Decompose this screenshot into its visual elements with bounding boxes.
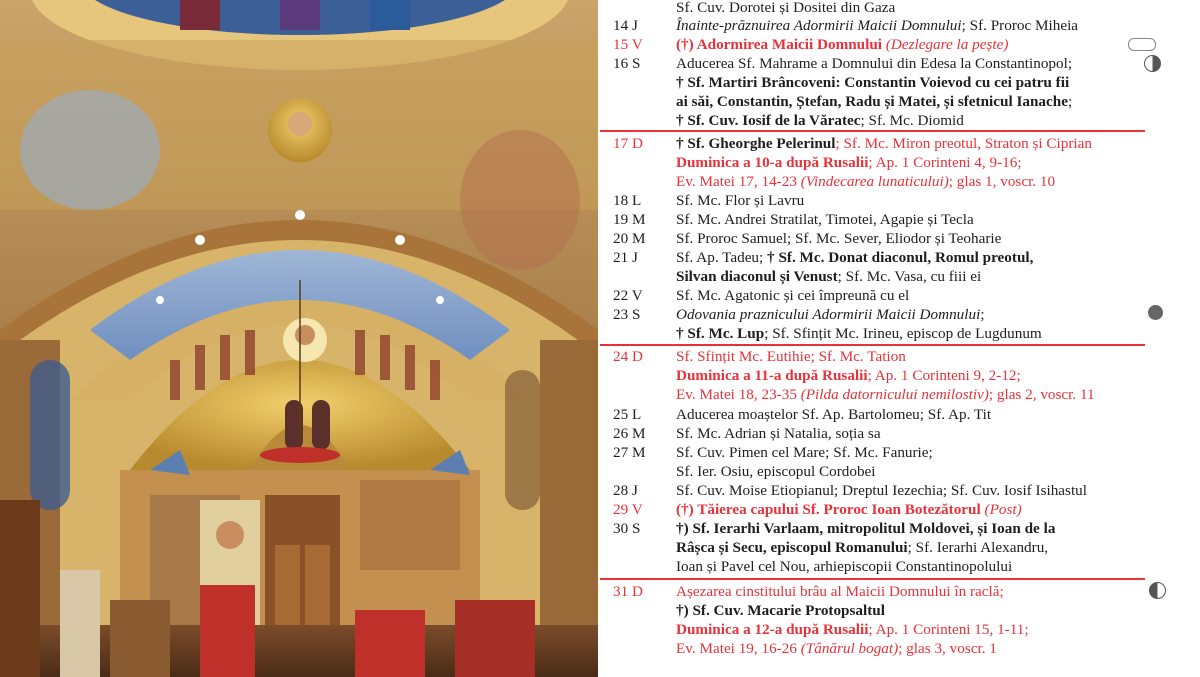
- feast-text-segment: † Sf. Martiri Brâncoveni: Constantin Voievod cu cei patru fii: [676, 74, 1070, 91]
- feast-text-segment: † Sf. Gheorghe Pelerinul: [676, 135, 836, 152]
- feast-text-segment: ; Sf. Proroc Miheia: [961, 17, 1079, 34]
- day-label: 26 M: [613, 425, 646, 442]
- calendar-line: [600, 443, 1200, 462]
- feast-text-segment: Sf. Ier. Osiu, episcopul Cordobei: [676, 463, 876, 480]
- full-moon-icon: [1128, 38, 1156, 51]
- calendar-page: [600, 0, 1200, 677]
- feast-text: [676, 0, 895, 17]
- last-quarter-icon: [1144, 55, 1161, 72]
- feast-text-segment: Sf. Mc. Adrian și Natalia, soția sa: [676, 425, 881, 442]
- calendar-line: [600, 16, 1200, 35]
- feast-text: [676, 557, 1012, 576]
- feast-text-segment: Aducerea moaștelor Sf. Ap. Bartolomeu; Sf. Ap. Tit: [676, 406, 992, 423]
- calendar-line: [600, 172, 1200, 191]
- feast-text-segment: Duminica a 10-a după Rusalii: [676, 154, 869, 171]
- calendar-line: [600, 73, 1200, 92]
- calendar-line: [600, 210, 1200, 229]
- calendar-line: [600, 191, 1200, 210]
- day-label: 19 M: [613, 211, 646, 228]
- feast-text-segment: (Tânărul bogat): [800, 640, 899, 657]
- day-label: 29 V: [613, 501, 643, 518]
- feast-text: [676, 134, 1092, 153]
- day-label: 27 M: [613, 444, 646, 461]
- week-separator: [600, 130, 1145, 132]
- feast-text-segment: (†) Tăierea capului Sf. Proroc Ioan Botezătorul: [676, 501, 981, 518]
- calendar-line: [600, 639, 1200, 658]
- calendar-line: [600, 620, 1200, 639]
- feast-text-segment: Ev. Matei 18, 23-35: [676, 386, 801, 403]
- feast-text: [676, 153, 1022, 172]
- calendar-line: [600, 92, 1200, 111]
- day-label: 30 S: [613, 520, 641, 537]
- feast-text-segment: ; Sf. Sfințit Mc. Irineu, episcop de Lugdunum: [764, 325, 1042, 342]
- feast-text-segment: Sf. Mc. Agatonic și cei împreună cu el: [676, 287, 910, 304]
- week-separator: [600, 344, 1145, 346]
- feast-text-segment: ; Ap. 1 Corinteni 15, 1-11;: [868, 621, 1029, 638]
- feast-text-segment: Sf. Ap. Tadeu;: [676, 249, 768, 266]
- feast-text-segment: ; Sf. Ierarhi Alexandru,: [907, 539, 1049, 556]
- day-label: 16 S: [613, 55, 641, 72]
- feast-text-segment: Duminica a 12-a după Rusalii: [676, 621, 869, 638]
- feast-text: [676, 229, 1001, 248]
- feast-text-segment: † Sf. Mc. Lup: [676, 325, 765, 342]
- feast-text: [676, 347, 906, 366]
- feast-text-segment: Sf. Mc. Andrei Stratilat, Timotei, Agapie și Tecla: [676, 211, 974, 228]
- feast-text-segment: ; Sf. Mc. Vasa, cu fiii ei: [837, 268, 982, 285]
- calendar-line: [600, 305, 1200, 324]
- feast-text-segment: Așezarea cinstitului brâu al Maicii Domnului în raclă;: [676, 583, 1004, 600]
- feast-text: [676, 500, 1022, 519]
- day-label: 25 L: [613, 406, 642, 423]
- feast-text: [676, 620, 1029, 639]
- calendar-line: [600, 582, 1200, 601]
- calendar-line: [600, 35, 1200, 54]
- day-label: 22 V: [613, 287, 643, 304]
- calendar-line: [600, 153, 1200, 172]
- calendar-line: [600, 481, 1200, 500]
- feast-text-segment: Sf. Cuv. Pimen cel Mare; Sf. Mc. Fanurie;: [676, 444, 933, 461]
- feast-text-segment: Ioan și Pavel cel Nou, arhiepiscopii Constantinopolului: [676, 558, 1013, 575]
- feast-text-segment: ; glas 2, voscr. 11: [988, 386, 1095, 403]
- feast-text: [676, 172, 1055, 191]
- calendar-line: [600, 54, 1200, 73]
- feast-text-segment: Sf. Sfințit Mc. Eutihie; Sf. Mc. Tation: [676, 348, 906, 365]
- calendar-line: [600, 424, 1200, 443]
- feast-text-segment: Înainte-prăznuirea Adormirii Maicii Domnului: [676, 17, 962, 34]
- feast-text-segment: Sf. Cuv. Dorotei și Dositei din Gaza: [676, 0, 896, 16]
- feast-text: [676, 92, 1072, 111]
- feast-text: [676, 366, 1021, 385]
- feast-text-segment: ;: [1067, 93, 1073, 110]
- feast-text: [676, 73, 1069, 92]
- feast-text-segment: Sf. Mc. Flor și Lavru: [676, 192, 805, 209]
- church-interior-photo: [0, 0, 598, 677]
- calendar-line: [600, 134, 1200, 153]
- calendar-line: [600, 385, 1200, 404]
- calendar-line: [600, 286, 1200, 305]
- feast-text-segment: (Pilda datornicului nemilostiv): [800, 386, 989, 403]
- feast-text: [676, 16, 1078, 35]
- feast-text: [676, 538, 1048, 557]
- feast-text: [676, 286, 909, 305]
- calendar-line: [600, 366, 1200, 385]
- feast-text-segment: ; glas 1, voscr. 10: [948, 173, 1056, 190]
- day-label: 24 D: [613, 348, 643, 365]
- new-moon-icon: [1148, 305, 1163, 320]
- feast-text-segment: Aducerea Sf. Mahrame a Domnului din Edesa la Constantinopol;: [676, 55, 1073, 72]
- feast-text-segment: Sf. Cuv. Moise Etiopianul; Dreptul Iezechia; Sf. Cuv. Iosif Isihastul: [676, 482, 1087, 499]
- feast-text-segment: ; Ap. 1 Corinteni 9, 2-12;: [867, 367, 1021, 384]
- church-interior-illustration: [0, 0, 598, 677]
- day-label: 15 V: [613, 36, 643, 53]
- calendar-line: [600, 248, 1200, 267]
- feast-text-segment: Sf. Proroc Samuel; Sf. Mc. Sever, Eliodor și Teoharie: [676, 230, 1002, 247]
- feast-text: [676, 248, 1033, 267]
- day-label: 23 S: [613, 306, 641, 323]
- feast-text: [676, 424, 881, 443]
- feast-text: [676, 405, 991, 424]
- calendar-line: [600, 111, 1200, 130]
- day-label: 28 J: [613, 482, 638, 499]
- day-label: 17 D: [613, 135, 643, 152]
- feast-text-segment: (†) Adormirea Maicii Domnului: [676, 36, 883, 53]
- feast-text-segment: ai săi, Constantin, Ștefan, Radu și Matei, și sfetnicul Ianache: [676, 93, 1068, 110]
- calendar-line: [600, 538, 1200, 557]
- calendar-line: [600, 324, 1200, 343]
- feast-text: [676, 443, 933, 462]
- calendar-line: [600, 519, 1200, 538]
- feast-text-segment: †) Sf. Ierarhi Varlaam, mitropolitul Moldovei, și Ioan de la: [676, 520, 1056, 537]
- feast-text-segment: (Vindecarea lunaticului): [800, 173, 949, 190]
- feast-text: [676, 639, 997, 658]
- feast-text: [676, 601, 885, 620]
- day-label: 21 J: [613, 249, 638, 266]
- feast-text: [676, 462, 876, 481]
- feast-text: [676, 385, 1095, 404]
- feast-text: [676, 267, 981, 286]
- day-label: 20 M: [613, 230, 646, 247]
- day-label: 14 J: [613, 17, 638, 34]
- calendar-line: [600, 462, 1200, 481]
- feast-text: [676, 582, 1004, 601]
- calendar-line: [600, 405, 1200, 424]
- feast-text: [676, 210, 974, 229]
- first-quarter-icon: [1149, 582, 1166, 599]
- feast-text: [676, 111, 964, 130]
- feast-text-segment: ;: [980, 306, 985, 323]
- feast-text: [676, 54, 1072, 73]
- feast-text-segment: (Dezlegare la pește): [882, 36, 1009, 53]
- feast-text-segment: Silvan diaconul și Venust: [676, 268, 838, 285]
- feast-text: [676, 191, 804, 210]
- feast-text: [676, 324, 1042, 343]
- calendar-line: [600, 500, 1200, 519]
- feast-text: [676, 519, 1055, 538]
- day-label: 31 D: [613, 583, 643, 600]
- feast-text-segment: Ev. Matei 19, 16-26: [676, 640, 801, 657]
- feast-text: [676, 35, 1008, 54]
- calendar-line: [600, 347, 1200, 366]
- feast-text-segment: ; Sf. Mc. Miron preotul, Straton și Ciprian: [835, 135, 1092, 152]
- feast-text-segment: Ev. Matei 17, 14-23: [676, 173, 801, 190]
- feast-text-segment: † Sf. Cuv. Iosif de la Văratec: [676, 112, 861, 129]
- week-separator: [600, 578, 1145, 580]
- feast-text: [676, 305, 985, 324]
- calendar-line: [600, 229, 1200, 248]
- feast-text-segment: Râșca și Secu, episcopul Romanului: [676, 539, 908, 556]
- calendar-line: [600, 267, 1200, 286]
- feast-text-segment: ; glas 3, voscr. 1: [898, 640, 997, 657]
- feast-text-segment: Duminica a 11-a după Rusalii: [676, 367, 868, 384]
- calendar-line: [600, 601, 1200, 620]
- feast-text: [676, 481, 1087, 500]
- feast-text-segment: ; Sf. Mc. Diomid: [860, 112, 964, 129]
- feast-text-segment: Odovania praznicului Adormirii Maicii Domnului: [676, 306, 981, 323]
- feast-text-segment: †) Sf. Cuv. Macarie Protopsaltul: [676, 602, 885, 619]
- calendar-line: [600, 557, 1200, 576]
- feast-text-segment: (Post): [980, 501, 1022, 518]
- calendar-line: [600, 0, 1200, 17]
- day-label: 18 L: [613, 192, 642, 209]
- feast-text-segment: ; Ap. 1 Corinteni 4, 9-16;: [868, 154, 1022, 171]
- feast-text-segment: † Sf. Mc. Donat diaconul, Romul preotul,: [767, 249, 1034, 266]
